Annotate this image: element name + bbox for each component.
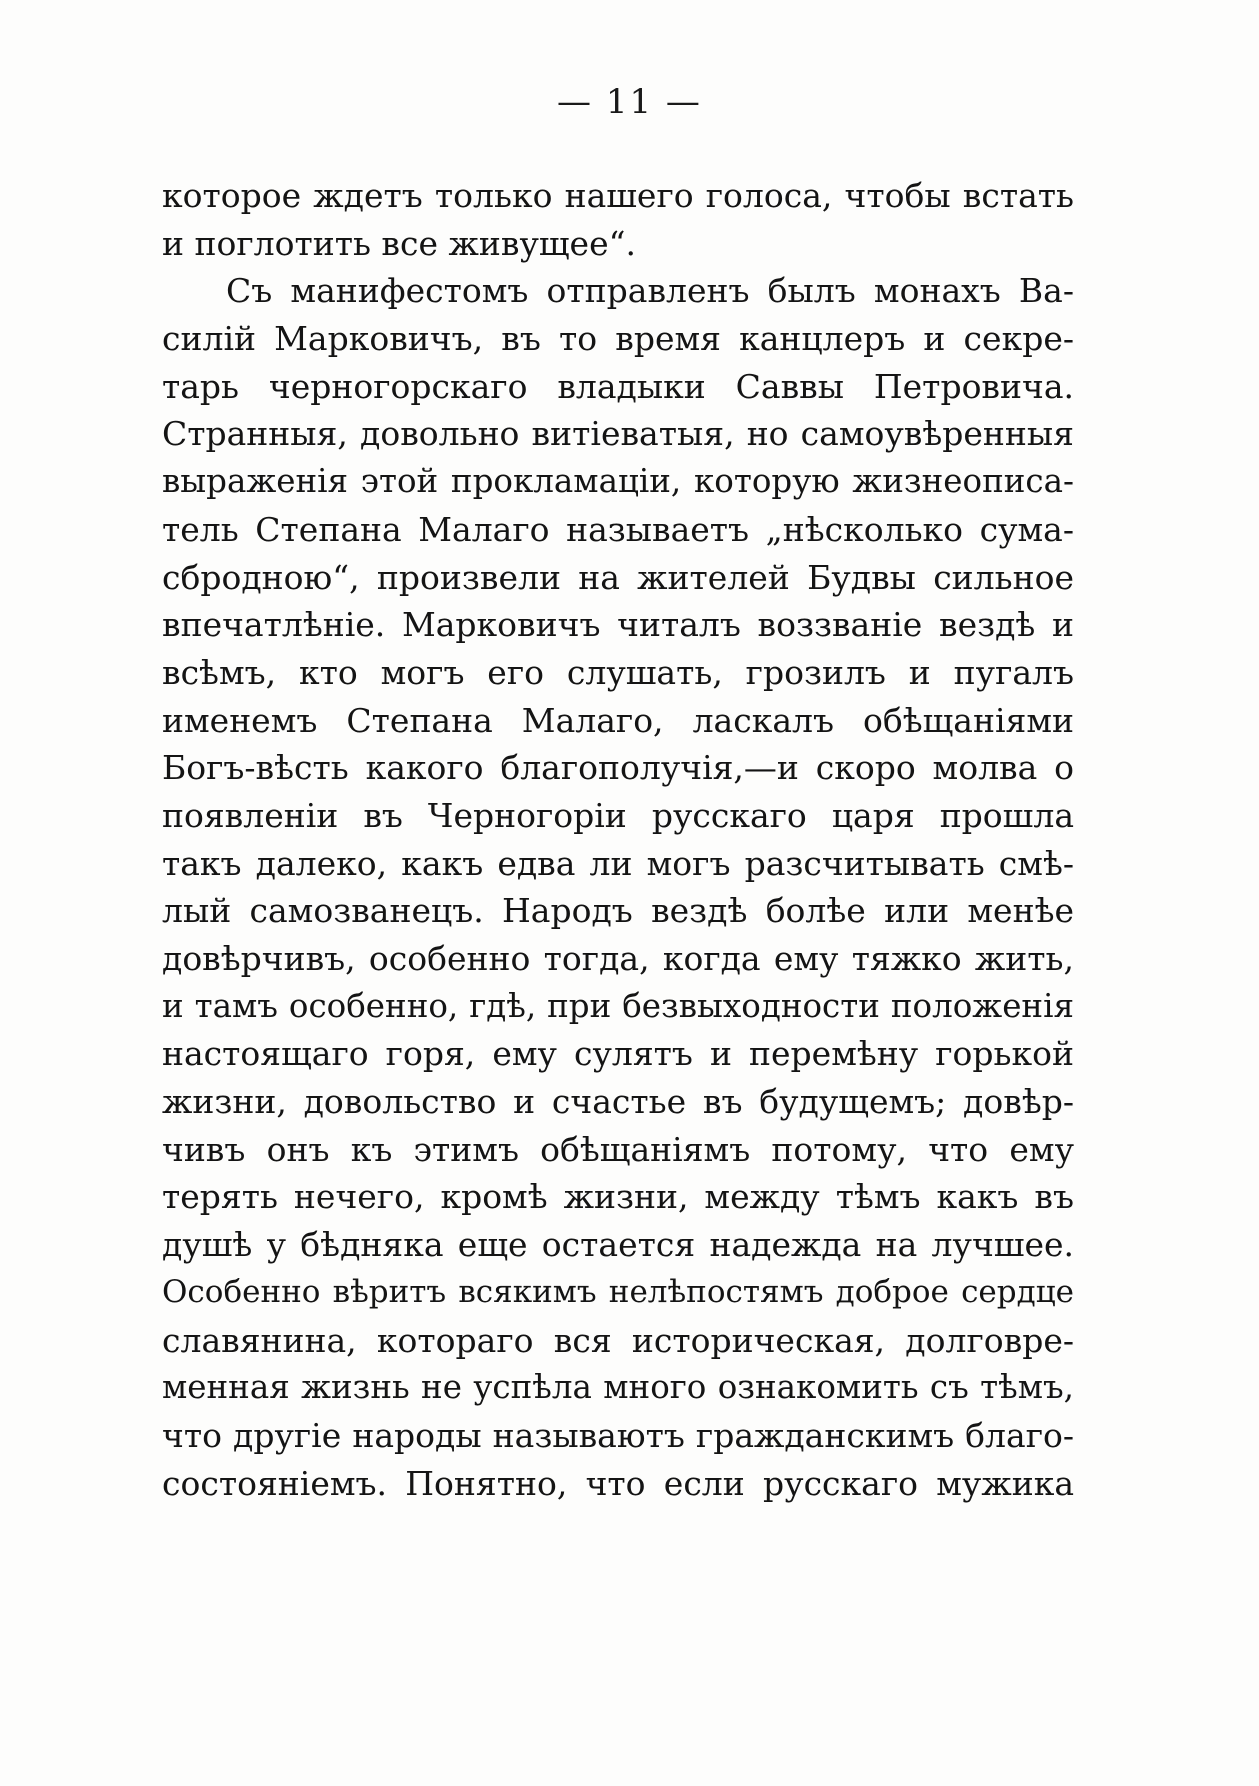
- text-line: выраженія этой прокламаціи, которую жизнеописа-: [162, 462, 1074, 501]
- page-number: — 11 —: [557, 82, 702, 122]
- text-line: довѣрчивъ, особенно тогда, когда ему тяжко жить,: [162, 939, 1074, 978]
- text-line: Странныя, довольно витіеватыя, но самоувѣренныя: [162, 414, 1074, 454]
- text-line: Богъ-вѣсть какого благополучія,—и скоро молва о: [162, 748, 1074, 788]
- text-line: и тамъ особенно, гдѣ, при безвыходности положенія: [162, 986, 1074, 1025]
- text-line: Съ манифестомъ отправленъ былъ монахъ Ва-: [226, 271, 1074, 311]
- text-line: тель Степана Малаго называетъ „нѣсколько сума-: [162, 509, 1074, 549]
- text-line: впечатлѣніе. Марковичъ читалъ воззваніе вездѣ и: [162, 605, 1074, 645]
- text-line: терять нечего, кромѣ жизни, между тѣмъ какъ въ: [162, 1177, 1074, 1217]
- text-line: менная жизнь не успѣла много ознакомить съ тѣмъ,: [162, 1368, 1074, 1407]
- text-line: сбродною“, произвели на жителей Будвы сильное: [162, 557, 1074, 597]
- text-line: чивъ онъ къ этимъ обѣщаніямъ потому, что ему: [162, 1129, 1074, 1169]
- text-line: состояніемъ. Понятно, что если русскаго мужика: [162, 1463, 1074, 1503]
- text-line: Особенно вѣритъ всякимъ нелѣпостямъ доброе сердце: [162, 1273, 1074, 1310]
- text-line: и поглотить все живущее“.: [162, 223, 636, 263]
- text-line: такъ далеко, какъ едва ли могъ разсчитывать смѣ-: [162, 843, 1074, 883]
- text-line: что другіе народы называютъ гражданскимъ благо-: [162, 1415, 1074, 1455]
- text-line: появленіи въ Черногоріи русскаго царя прошла: [162, 795, 1074, 835]
- text-line: силій Марковичъ, въ то время канцлеръ и секре-: [162, 319, 1074, 359]
- body-text: [162, 172, 1074, 1507]
- text-line: лый самозванецъ. Народъ вездѣ болѣе или менѣе: [162, 891, 1074, 931]
- text-line: тарь черногорскаго владыки Саввы Петровича.: [162, 366, 1074, 406]
- text-line: именемъ Степана Малаго, ласкалъ обѣщаніями: [162, 700, 1074, 740]
- text-line: настоящаго горя, ему сулятъ и перемѣну горькой: [162, 1034, 1074, 1074]
- text-line: всѣмъ, кто могъ его слушать, грозилъ и пугалъ: [162, 652, 1074, 692]
- text-line: славянина, котораго вся историческая, долговре-: [162, 1320, 1074, 1360]
- text-line: жизни, довольство и счастье въ будущемъ; довѣр-: [162, 1082, 1074, 1122]
- text-line: которое ждетъ только нашего голоса, чтобы встать: [162, 176, 1074, 215]
- text-line: душѣ у бѣдняка еще остается надежда на лучшее.: [162, 1225, 1074, 1265]
